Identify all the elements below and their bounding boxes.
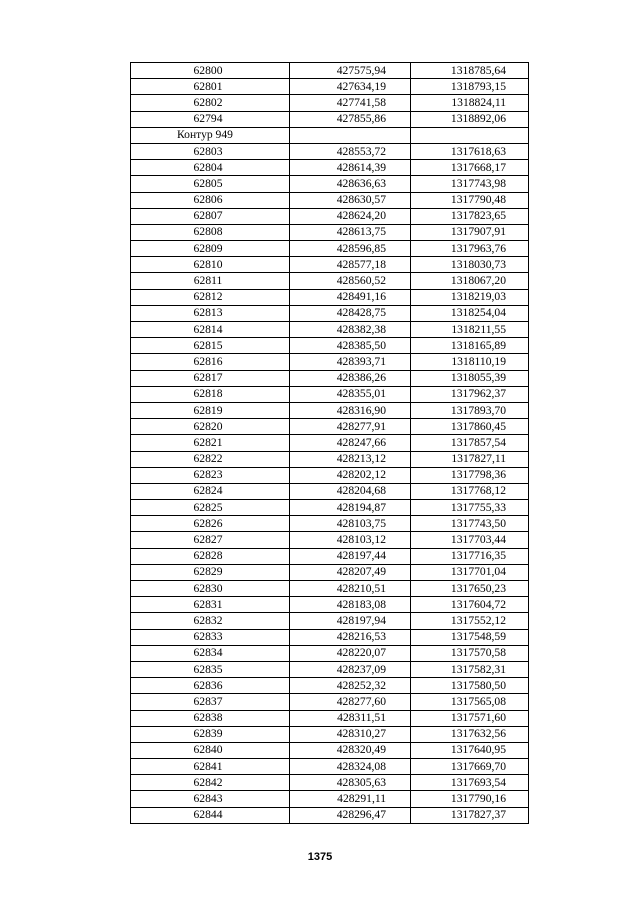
point-number-cell: 62811 — [131, 273, 290, 289]
x-coordinate-cell: 428636,63 — [290, 176, 411, 192]
table-row — [131, 208, 529, 224]
x-coordinate-cell: 427855,86 — [290, 111, 411, 127]
point-number-cell: 62807 — [131, 208, 290, 224]
table-row — [131, 419, 529, 435]
x-coordinate-cell: 428194,87 — [290, 500, 411, 516]
table-row — [131, 386, 529, 402]
x-coordinate-cell: 428252,32 — [290, 678, 411, 694]
y-coordinate-cell: 1318219,03 — [411, 289, 529, 305]
x-coordinate-cell: 428103,75 — [290, 516, 411, 532]
x-coordinate-cell: 428197,94 — [290, 613, 411, 629]
table-row — [131, 791, 529, 807]
x-coordinate-cell: 428197,44 — [290, 548, 411, 564]
y-coordinate-cell: 1318067,20 — [411, 273, 529, 289]
y-coordinate-cell: 1317693,54 — [411, 775, 529, 791]
x-coordinate-cell: 428614,39 — [290, 160, 411, 176]
x-coordinate-cell: 428213,12 — [290, 451, 411, 467]
x-coordinate-cell: 427634,19 — [290, 79, 411, 95]
y-coordinate-cell: 1317548,59 — [411, 629, 529, 645]
table-row — [131, 63, 529, 79]
table-row — [131, 694, 529, 710]
point-number-cell: 62842 — [131, 775, 290, 791]
x-coordinate-cell: 428320,49 — [290, 742, 411, 758]
point-number-cell: 62827 — [131, 532, 290, 548]
y-coordinate-cell: 1318055,39 — [411, 370, 529, 386]
point-number-cell: 62833 — [131, 629, 290, 645]
table-row — [131, 305, 529, 321]
y-coordinate-cell: 1318892,06 — [411, 111, 529, 127]
point-number-cell: 62834 — [131, 645, 290, 661]
table-row — [131, 370, 529, 386]
y-coordinate-cell: 1317790,16 — [411, 791, 529, 807]
y-coordinate-cell: 1317650,23 — [411, 581, 529, 597]
table-row — [131, 661, 529, 677]
table-row — [131, 564, 529, 580]
x-coordinate-cell: 428577,18 — [290, 257, 411, 273]
x-coordinate-cell: 428613,75 — [290, 224, 411, 240]
point-number-cell: 62832 — [131, 613, 290, 629]
x-coordinate-cell: 428311,51 — [290, 710, 411, 726]
y-coordinate-cell: 1318110,19 — [411, 354, 529, 370]
y-coordinate-cell: 1317604,72 — [411, 597, 529, 613]
point-number-cell: 62817 — [131, 370, 290, 386]
point-number-cell: 62794 — [131, 111, 290, 127]
table-row — [131, 79, 529, 95]
x-coordinate-cell: 428204,68 — [290, 483, 411, 499]
x-coordinate-cell: 427741,58 — [290, 95, 411, 111]
table-row — [131, 500, 529, 516]
point-number-cell: 62830 — [131, 581, 290, 597]
point-number-cell: 62801 — [131, 79, 290, 95]
table-row — [131, 775, 529, 791]
point-number-cell: 62843 — [131, 791, 290, 807]
y-coordinate-cell: 1317565,08 — [411, 694, 529, 710]
point-number-cell: 62814 — [131, 322, 290, 338]
point-number-cell: 62818 — [131, 386, 290, 402]
y-coordinate-cell: 1317668,17 — [411, 160, 529, 176]
point-number-cell: 62844 — [131, 807, 290, 823]
x-coordinate-cell: 428296,47 — [290, 807, 411, 823]
table-row — [131, 516, 529, 532]
point-number-cell: 62803 — [131, 143, 290, 159]
y-coordinate-cell: 1318030,73 — [411, 257, 529, 273]
table-row — [131, 338, 529, 354]
table-row — [131, 241, 529, 257]
x-coordinate-cell: 428220,07 — [290, 645, 411, 661]
coordinates-table-body — [131, 63, 529, 824]
x-coordinate-cell: 428305,63 — [290, 775, 411, 791]
y-coordinate-cell: 1317827,11 — [411, 451, 529, 467]
y-coordinate-cell: 1317823,65 — [411, 208, 529, 224]
page-number: 1375 — [307, 851, 333, 863]
y-coordinate-cell: 1317582,31 — [411, 661, 529, 677]
table-row — [131, 192, 529, 208]
point-number-cell: 62822 — [131, 451, 290, 467]
x-coordinate-cell: 428324,08 — [290, 759, 411, 775]
point-number-cell: 62800 — [131, 63, 290, 79]
point-number-cell: 62835 — [131, 661, 290, 677]
y-coordinate-cell: 1317743,50 — [411, 516, 529, 532]
x-coordinate-cell: 428560,52 — [290, 273, 411, 289]
x-coordinate-cell: 428210,51 — [290, 581, 411, 597]
y-coordinate-cell: 1317743,98 — [411, 176, 529, 192]
x-coordinate-cell: 428316,90 — [290, 402, 411, 418]
coordinates-table — [130, 62, 529, 824]
table-row — [131, 759, 529, 775]
point-number-cell: 62808 — [131, 224, 290, 240]
x-coordinate-cell: 428385,50 — [290, 338, 411, 354]
point-number-cell: 62806 — [131, 192, 290, 208]
point-number-cell: 62821 — [131, 435, 290, 451]
point-number-cell: 62838 — [131, 710, 290, 726]
x-coordinate-cell — [290, 127, 411, 143]
table-row — [131, 111, 529, 127]
table-row — [131, 402, 529, 418]
table-row — [131, 807, 529, 823]
y-coordinate-cell: 1317857,54 — [411, 435, 529, 451]
x-coordinate-cell: 428382,38 — [290, 322, 411, 338]
y-coordinate-cell: 1317827,37 — [411, 807, 529, 823]
point-number-cell: 62823 — [131, 467, 290, 483]
point-number-cell: 62840 — [131, 742, 290, 758]
x-coordinate-cell: 428207,49 — [290, 564, 411, 580]
x-coordinate-cell: 428596,85 — [290, 241, 411, 257]
x-coordinate-cell: 428277,91 — [290, 419, 411, 435]
table-row — [131, 645, 529, 661]
table-row — [131, 629, 529, 645]
y-coordinate-cell: 1317716,35 — [411, 548, 529, 564]
table-row — [131, 160, 529, 176]
table-row — [131, 273, 529, 289]
x-coordinate-cell: 428202,12 — [290, 467, 411, 483]
point-number-cell: 62837 — [131, 694, 290, 710]
x-coordinate-cell: 428553,72 — [290, 143, 411, 159]
point-number-cell: 62809 — [131, 241, 290, 257]
y-coordinate-cell: 1317768,12 — [411, 483, 529, 499]
y-coordinate-cell: 1317860,45 — [411, 419, 529, 435]
y-coordinate-cell: 1317963,76 — [411, 241, 529, 257]
point-number-cell: 62820 — [131, 419, 290, 435]
x-coordinate-cell: 428291,11 — [290, 791, 411, 807]
point-number-cell: 62826 — [131, 516, 290, 532]
y-coordinate-cell: 1317632,56 — [411, 726, 529, 742]
point-number-cell: 62841 — [131, 759, 290, 775]
x-coordinate-cell: 427575,94 — [290, 63, 411, 79]
y-coordinate-cell: 1317798,36 — [411, 467, 529, 483]
y-coordinate-cell: 1318211,55 — [411, 322, 529, 338]
x-coordinate-cell: 428393,71 — [290, 354, 411, 370]
y-coordinate-cell: 1317893,70 — [411, 402, 529, 418]
x-coordinate-cell: 428277,60 — [290, 694, 411, 710]
y-coordinate-cell: 1317962,37 — [411, 386, 529, 402]
y-coordinate-cell: 1318793,15 — [411, 79, 529, 95]
point-number-cell: 62828 — [131, 548, 290, 564]
point-number-cell: 62829 — [131, 564, 290, 580]
table-row — [131, 95, 529, 111]
table-row — [131, 613, 529, 629]
table-row — [131, 678, 529, 694]
y-coordinate-cell: 1317755,33 — [411, 500, 529, 516]
table-row — [131, 742, 529, 758]
x-coordinate-cell: 428247,66 — [290, 435, 411, 451]
x-coordinate-cell: 428624,20 — [290, 208, 411, 224]
x-coordinate-cell: 428630,57 — [290, 192, 411, 208]
table-row — [131, 548, 529, 564]
table-row — [131, 322, 529, 338]
section-header-row — [131, 127, 529, 143]
x-coordinate-cell: 428386,26 — [290, 370, 411, 386]
point-number-cell: Контур 949 — [131, 127, 290, 143]
table-row — [131, 597, 529, 613]
point-number-cell: 62819 — [131, 402, 290, 418]
x-coordinate-cell: 428491,16 — [290, 289, 411, 305]
y-coordinate-cell: 1317618,63 — [411, 143, 529, 159]
table-row — [131, 483, 529, 499]
y-coordinate-cell: 1317907,91 — [411, 224, 529, 240]
y-coordinate-cell: 1317640,95 — [411, 742, 529, 758]
point-number-cell: 62805 — [131, 176, 290, 192]
table-row — [131, 581, 529, 597]
x-coordinate-cell: 428237,09 — [290, 661, 411, 677]
y-coordinate-cell: 1317701,04 — [411, 564, 529, 580]
y-coordinate-cell: 1318785,64 — [411, 63, 529, 79]
point-number-cell: 62816 — [131, 354, 290, 370]
table-row — [131, 435, 529, 451]
y-coordinate-cell: 1317580,50 — [411, 678, 529, 694]
point-number-cell: 62824 — [131, 483, 290, 499]
y-coordinate-cell: 1317571,60 — [411, 710, 529, 726]
point-number-cell: 62815 — [131, 338, 290, 354]
y-coordinate-cell — [411, 127, 529, 143]
x-coordinate-cell: 428216,53 — [290, 629, 411, 645]
table-row — [131, 532, 529, 548]
x-coordinate-cell: 428355,01 — [290, 386, 411, 402]
point-number-cell: 62804 — [131, 160, 290, 176]
point-number-cell: 62825 — [131, 500, 290, 516]
y-coordinate-cell: 1317552,12 — [411, 613, 529, 629]
point-number-cell: 62831 — [131, 597, 290, 613]
table-row — [131, 354, 529, 370]
x-coordinate-cell: 428428,75 — [290, 305, 411, 321]
table-row — [131, 467, 529, 483]
table-row — [131, 143, 529, 159]
table-row — [131, 726, 529, 742]
y-coordinate-cell: 1317570,58 — [411, 645, 529, 661]
y-coordinate-cell: 1317790,48 — [411, 192, 529, 208]
x-coordinate-cell: 428310,27 — [290, 726, 411, 742]
y-coordinate-cell: 1317669,70 — [411, 759, 529, 775]
x-coordinate-cell: 428103,12 — [290, 532, 411, 548]
table-row — [131, 176, 529, 192]
table-row — [131, 289, 529, 305]
y-coordinate-cell: 1318165,89 — [411, 338, 529, 354]
table-row — [131, 451, 529, 467]
table-row — [131, 257, 529, 273]
point-number-cell: 62812 — [131, 289, 290, 305]
table-row — [131, 224, 529, 240]
x-coordinate-cell: 428183,08 — [290, 597, 411, 613]
point-number-cell: 62836 — [131, 678, 290, 694]
point-number-cell: 62813 — [131, 305, 290, 321]
point-number-cell: 62810 — [131, 257, 290, 273]
table-row — [131, 710, 529, 726]
point-number-cell: 62802 — [131, 95, 290, 111]
point-number-cell: 62839 — [131, 726, 290, 742]
y-coordinate-cell: 1317703,44 — [411, 532, 529, 548]
y-coordinate-cell: 1318824,11 — [411, 95, 529, 111]
y-coordinate-cell: 1318254,04 — [411, 305, 529, 321]
